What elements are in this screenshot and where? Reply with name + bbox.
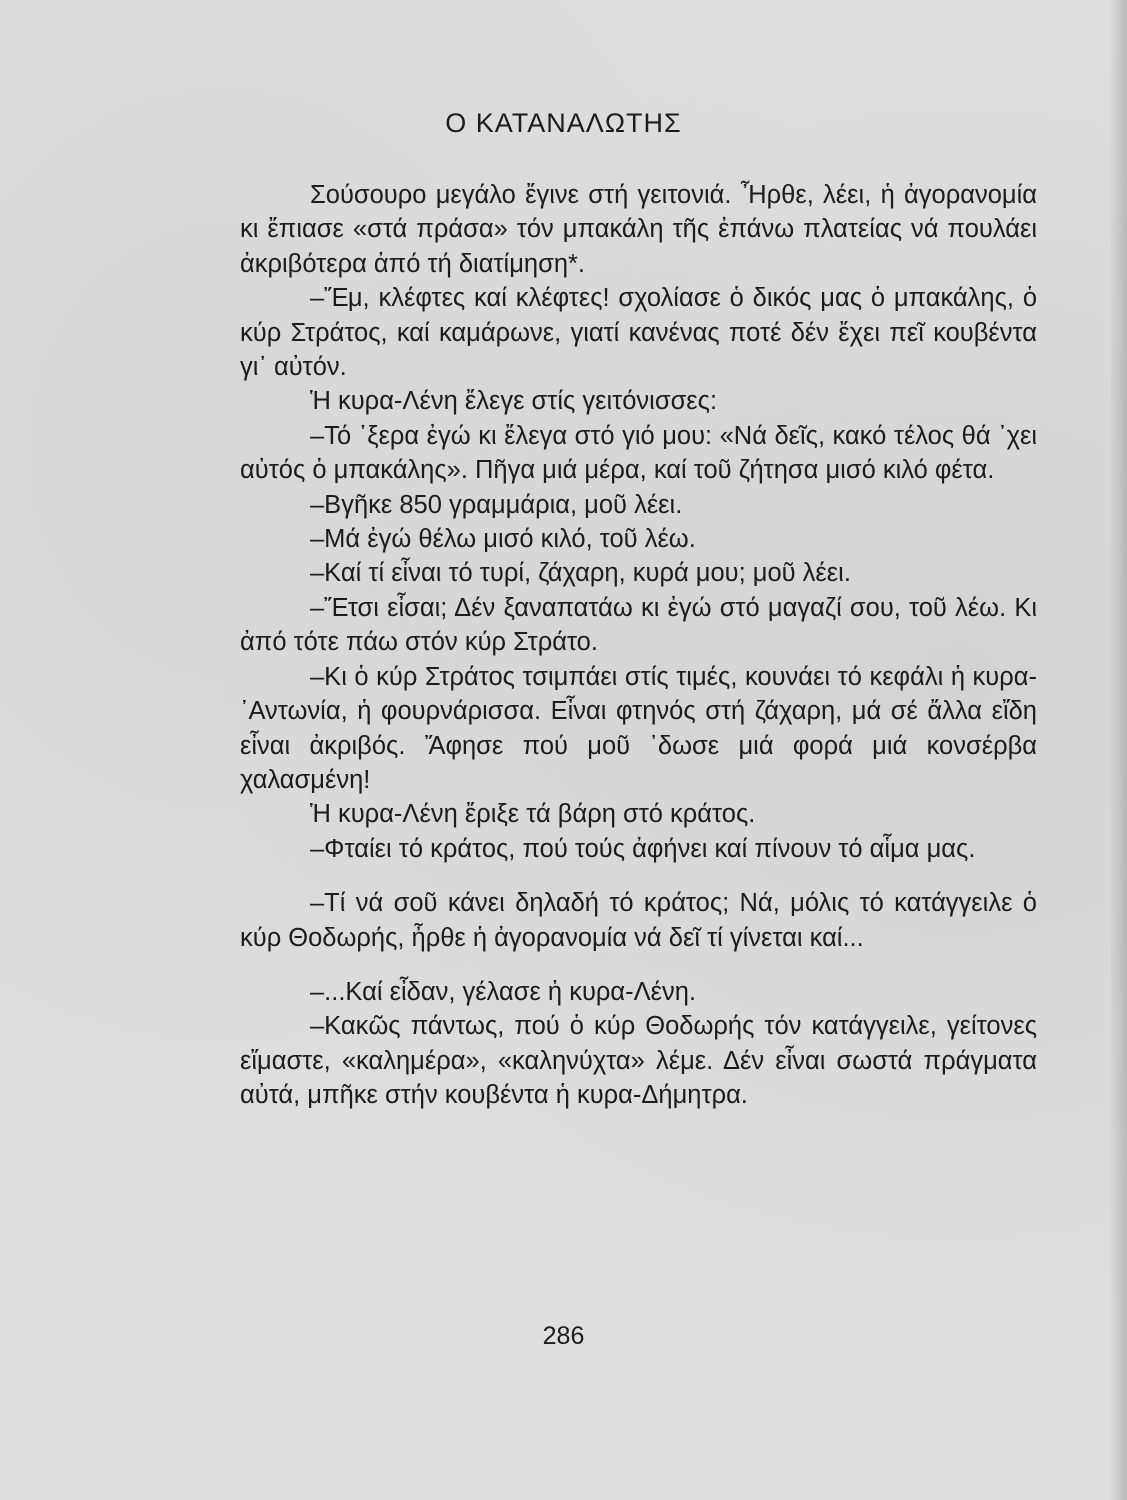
- paragraph: Ἡ κυρα-Λένη ἔριξε τά βάρη στό κράτος.: [310, 800, 756, 829]
- body-text: [240, 178, 1037, 1113]
- paragraph: –Καί τί εἶναι τό τυρί, ζάχαρη, κυρά μου; μοῦ λέει.: [310, 559, 851, 588]
- paragraph: –Κι ὁ κύρ Στράτος τσιμπάει στίς τιμές, κουνάει τό κεφάλι ἡ κυρα-᾽Αντωνία, ἡ φουρνάρισσα. Εἶναι φτηνός στή ζάχαρη, μά σέ ἄλλα εἴδη εἶναι ἀκριβός. Ἄφησε πού μοῦ ᾽δωσε μιά φορά μιά κονσέρβα χαλασμένη!: [240, 662, 1037, 794]
- page-number: 286: [542, 1322, 585, 1350]
- paragraph: Σούσουρο μεγάλο ἔγινε στή γειτονιά. Ἦρθε, λέει, ἡ ἀγορανομία κι ἔπιασε «στά πράσα» τόν μπακάλη τῆς ἐπάνω πλατείας νά πουλάει ἀκριβότερα ἀπό τή διατίμηση*.: [240, 181, 1037, 278]
- paragraph: –Ἔμ, κλέφτες καί κλέφτες! σχολίασε ὁ δικός μας ὁ μπακάλης, ὁ κύρ Στράτος, καί καμάρωνε, γιατί κανένας ποτέ δέν ἔχει πεῖ κουβέντα γι᾽ αὐτόν.: [240, 284, 1037, 382]
- paragraph: –Τί νά σοῦ κάνει δηλαδή τό κράτος; Νά, μόλις τό κατάγγειλε ὁ κύρ Θοδωρής, ἦρθε ἡ ἀγορανομία νά δεῖ τί γίνεται καί...: [240, 889, 1037, 952]
- paragraph: –Κακῶς πάντως, πού ὁ κύρ Θοδωρής τόν κατάγγειλε, γείτονες εἴμαστε, «καλημέρα», «καληνύχτα» λέμε. Δέν εἶναι σωστά πράγματα αὐτά, μπῆκε στήν κουβέντα ἡ κυρα-Δήμητρα.: [240, 1012, 1037, 1110]
- paragraph: –Φταίει τό κράτος, πού τούς ἀφήνει καί πίνουν τό αἷμα μας.: [310, 834, 976, 863]
- paragraph: –Τό ᾽ξερα ἐγώ κι ἔλεγα στό γιό μου: «Νά δεῖς, κακό τέλος θά ᾽χει αὐτός ὁ μπακάλης». Πῆγα μιά μέρα, καί τοῦ ζήτησα μισό κιλό φέτα.: [240, 421, 1037, 485]
- paragraph: –Ἔτσι εἶσαι; Δέν ξαναπατάω κι ἐγώ στό μαγαζί σου, τοῦ λέω. Κι ἀπό τότε πάω στόν κύρ Στράτο.: [240, 593, 1037, 657]
- paragraph: Ἡ κυρα-Λένη ἔλεγε στίς γειτόνισσες:: [310, 387, 718, 416]
- page-edge-shadow: [1109, 0, 1127, 1500]
- paragraph: –...Καί εἶδαν, γέλασε ἡ κυρα-Λένη.: [310, 977, 697, 1006]
- chapter-title: Ο ΚΑΤΑΝΑΛΩΤΗΣ: [445, 108, 682, 138]
- paragraph: –Βγῆκε 850 γραμμάρια, μοῦ λέει.: [310, 490, 683, 519]
- paragraph: –Μά ἐγώ θέλω μισό κιλό, τοῦ λέω.: [310, 525, 696, 554]
